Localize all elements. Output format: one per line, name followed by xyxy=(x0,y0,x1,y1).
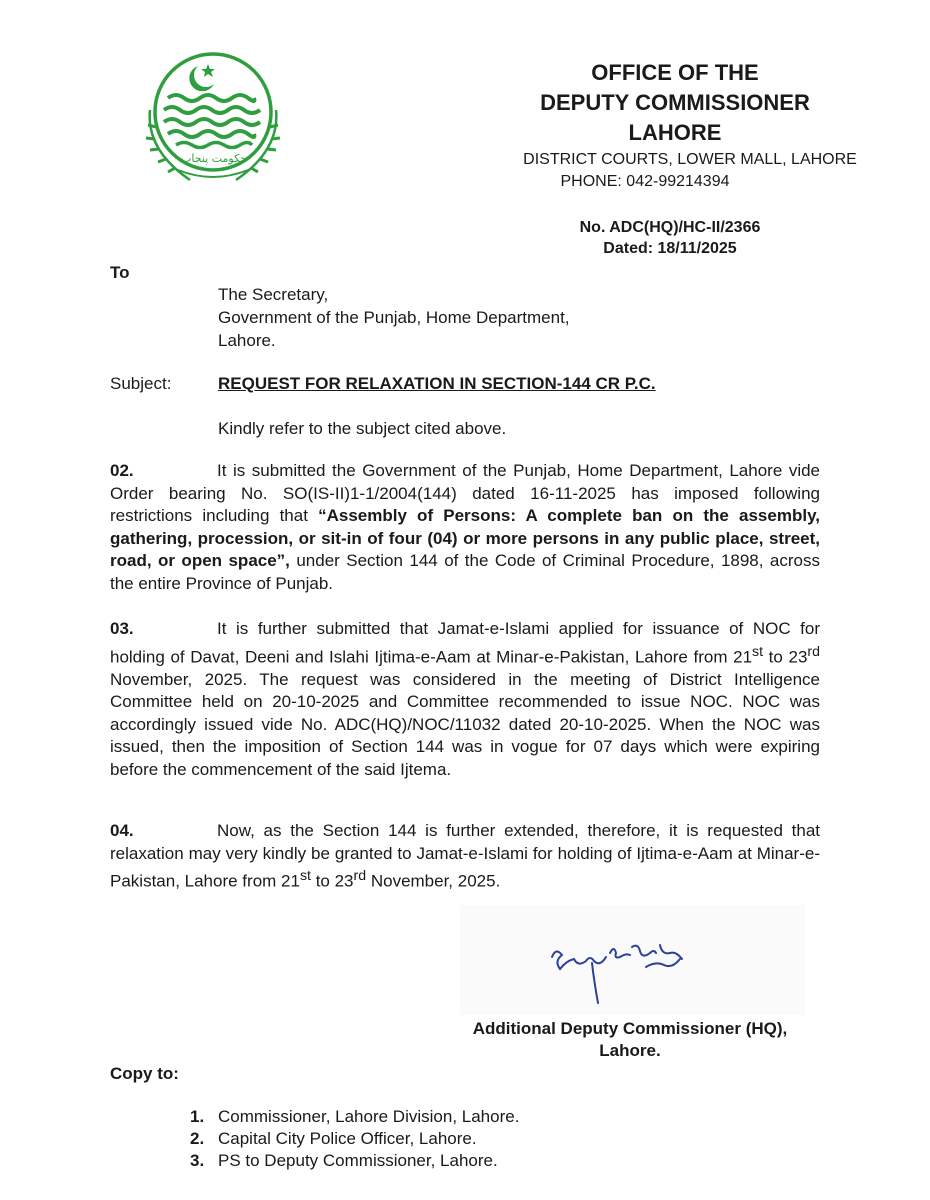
copy-to-list xyxy=(190,1106,519,1172)
list-item: 3. PS to Deputy Commissioner, Lahore. xyxy=(190,1151,498,1170)
paragraph-03: 03. It is further submitted that Jamat-e-Islami applied for issuance of NOC for holding of Davat, Deeni and Islahi Ijtima-e-Aam at Minar-e-Pakistan, Lahore from 21st to 23rd November, 2025. The request was considered in the meeting of District Intelligence Committee held on 20-10-2025 and Committee recommended to issue NOC. NOC was accordingly issued vide No. ADC(HQ)/NOC/11032 dated 20-10-2025. When the NOC was issued, then the imposition of Section 144 was in vogue for 07 days which were expiring before the commencement of the said Ijtema. xyxy=(110,619,820,779)
paragraph-number: 04. xyxy=(110,821,134,840)
list-item: 1. Commissioner, Lahore Division, Lahore. xyxy=(190,1107,520,1126)
to-label: To xyxy=(110,263,130,282)
svg-text:حکومت پنجاب: حکومت پنجاب xyxy=(181,152,247,165)
paragraph-02: 02. It is submitted the Government of the Punjab, Home Department, Lahore vide Order bearing No. SO(IS-II)1-1/2004(144) dated 16-11-2025 has imposed following restrictions including that “Assembly of Persons: A complete ban on the assembly, gathering, procession, or sit-in of four (04) or more persons in any public place, street, road, or open space”, under Section 144 of the Code of Criminal Procedure, 1898, across the entire Province of Punjab. xyxy=(110,461,820,593)
copy-to-label: Copy to: xyxy=(110,1064,179,1083)
subject-text: REQUEST FOR RELAXATION IN SECTION-144 CR P.C. xyxy=(218,374,656,393)
paragraph-04: 04. Now, as the Section 144 is further extended, therefore, it is requested that relaxation may very kindly be granted to Jamat-e-Islami for holding of Ijtima-e-Aam at Minar-e-Pakistan, Lahore from 21st to 23rd November, 2025. xyxy=(110,821,820,891)
signature-area xyxy=(460,905,805,1015)
office-title-line-2: DEPUTY COMMISSIONER xyxy=(540,90,810,115)
signatory-place: Lahore. xyxy=(599,1041,661,1060)
handwritten-signature-icon xyxy=(460,905,805,1015)
addressee-line-3: Lahore. xyxy=(218,331,276,350)
office-title-line-1: OFFICE OF THE xyxy=(591,60,759,85)
signatory-title: Additional Deputy Commissioner (HQ), xyxy=(472,1019,788,1038)
letter-number: No. ADC(HQ)/HC-II/2366 xyxy=(579,219,761,236)
addressee-line-1: The Secretary, xyxy=(218,285,329,304)
government-of-punjab-emblem-icon xyxy=(128,50,298,190)
office-title-line-3: LAHORE xyxy=(628,120,722,145)
paragraph-number: 02. xyxy=(110,461,134,480)
intro-line: Kindly refer to the subject cited above. xyxy=(218,419,507,438)
list-item: 2. Capital City Police Officer, Lahore. xyxy=(190,1129,477,1148)
paragraph-number: 03. xyxy=(110,619,134,638)
office-phone: PHONE: 042-99214394 xyxy=(560,173,730,190)
subject-label: Subject: xyxy=(110,374,172,393)
letter-date: Dated: 18/11/2025 xyxy=(603,240,737,257)
addressee-line-2: Government of the Punjab, Home Department, xyxy=(218,308,570,327)
office-address: DISTRICT COURTS, LOWER MALL, LAHORE xyxy=(523,151,857,168)
